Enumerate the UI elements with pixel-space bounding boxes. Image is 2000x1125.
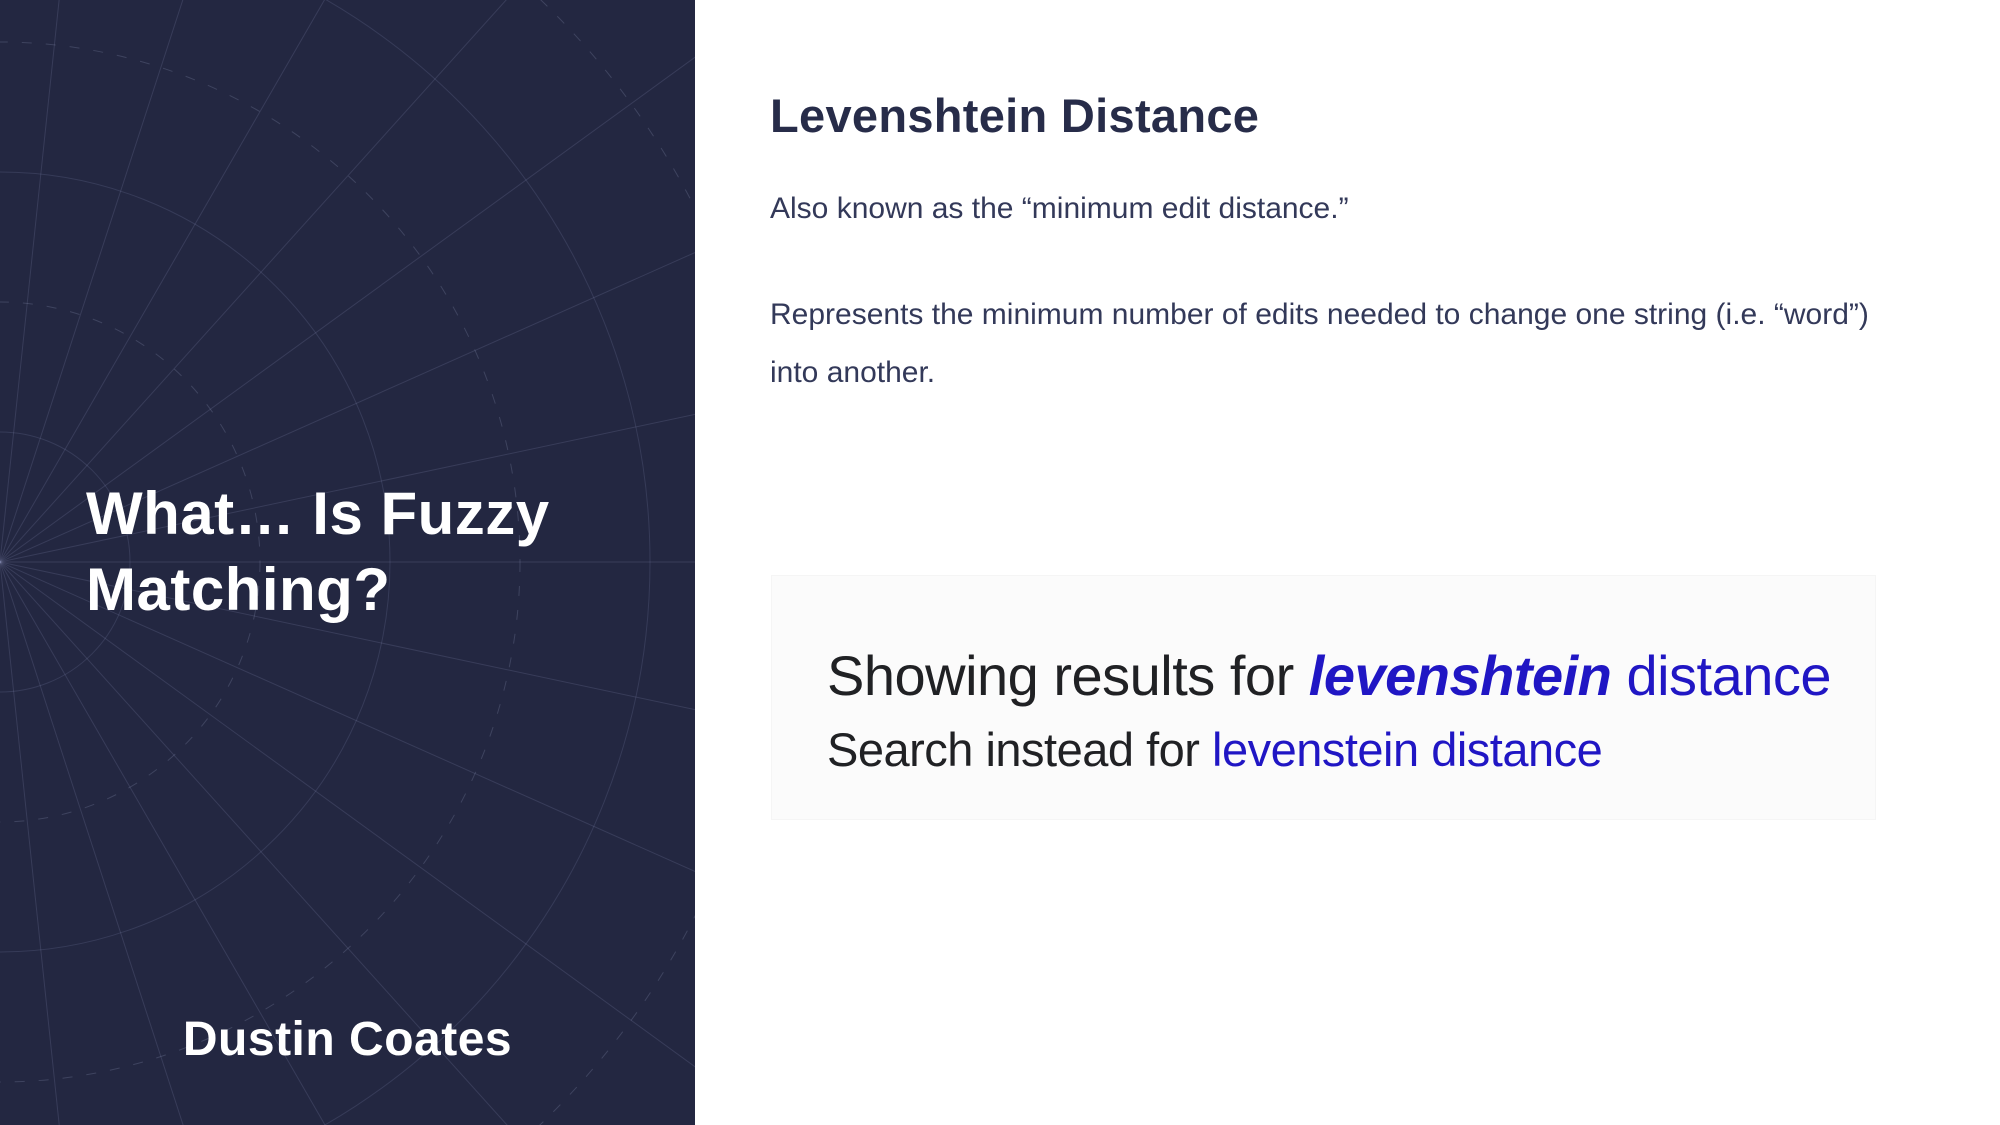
corrected-term: levenshtein (1308, 644, 1612, 707)
paragraph-also-known-as: Also known as the “minimum edit distance.” (770, 192, 1349, 225)
showing-results-prefix: Showing results for (827, 644, 1309, 707)
deck-title: What… Is Fuzzy Matching? (86, 480, 550, 623)
search-instead-prefix: Search instead for (827, 723, 1212, 776)
search-instead-link: levenstein distance (1212, 723, 1603, 776)
corrected-term-rest: distance (1611, 644, 1832, 707)
paragraph-definition: Represents the minimum number of edits needed to change one string (i.e. “word”) into another. (770, 298, 1869, 389)
search-instead-line (827, 723, 1875, 776)
google-search-screenshot (772, 576, 1875, 819)
showing-results-line (827, 644, 1875, 707)
slide-heading: Levenshtein Distance (770, 89, 1260, 142)
author-name: Dustin Coates (182, 1013, 513, 1066)
